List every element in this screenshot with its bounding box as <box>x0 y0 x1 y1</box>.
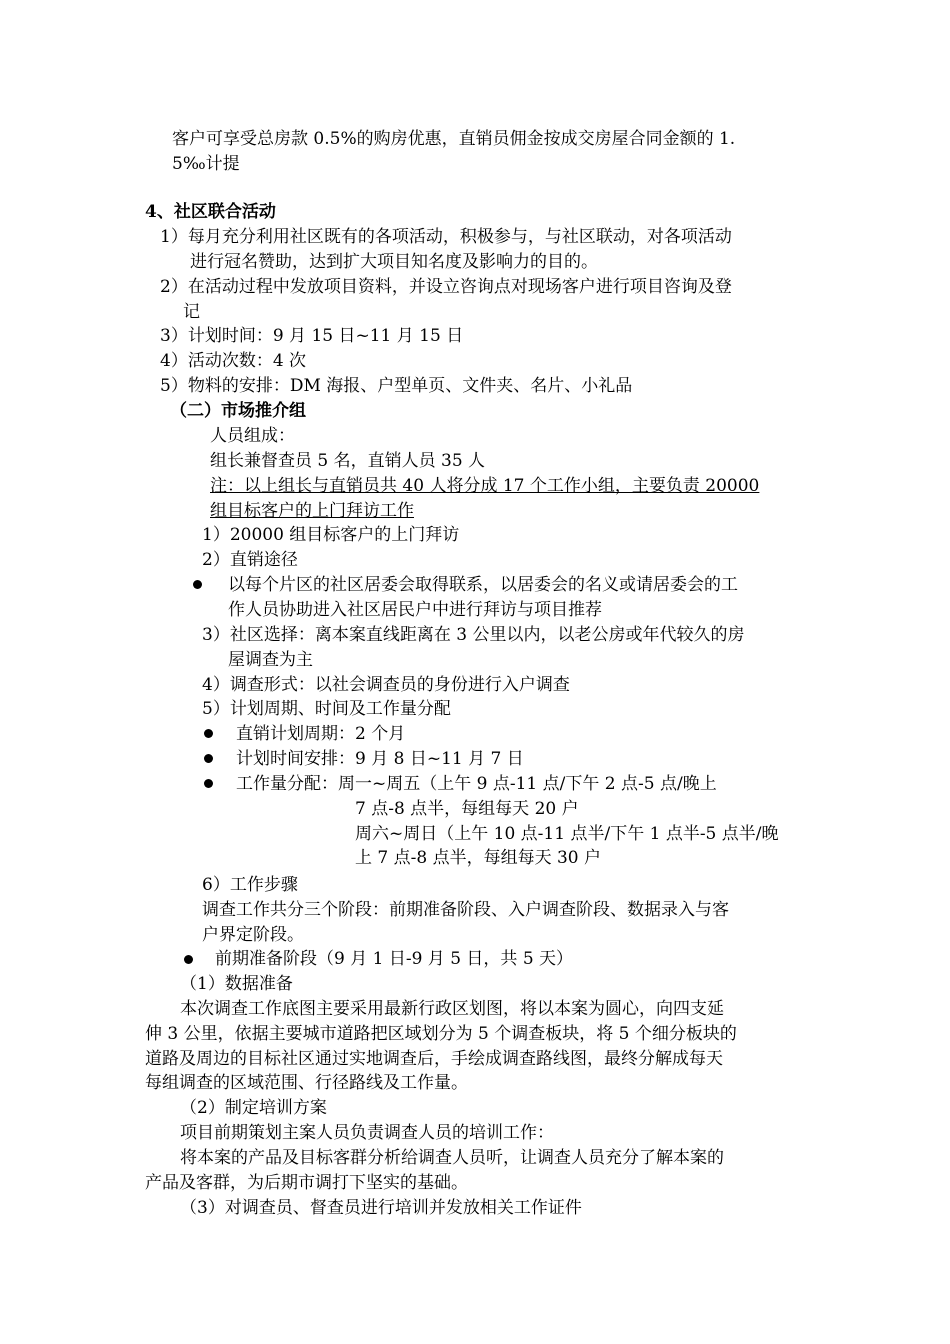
note-line-1: 注：以上组长与直销员共 40 人将分成 17 个工作小组，主要负责 20000 <box>210 476 760 496</box>
bullet-item-continuation: 7 点-8 点半，每组每天 20 户 <box>355 799 579 819</box>
section-heading: 4、社区联合活动 <box>145 202 276 222</box>
bullet-icon <box>184 955 193 964</box>
sub-heading: （3）对调查员、督查员进行培训并发放相关工作证件 <box>180 1198 582 1218</box>
bullet-item: 工作量分配：周一~周五（上午 9 点-11 点/下午 2 点-5 点/晚上 <box>236 774 717 794</box>
paragraph-line: 本次调查工作底图主要采用最新行政区划图，将以本案为圆心，向四支延 <box>180 999 724 1019</box>
bullet-icon <box>204 754 213 763</box>
intro-line-2: 5‰计提 <box>172 154 240 174</box>
list-item: 1）20000 组目标客户的上门拜访 <box>202 525 460 545</box>
intro-line-1: 客户可享受总房款 0.5%的购房优惠，直销员佣金按成交房屋合同金额的 1. <box>172 129 736 149</box>
list-item: 5）物料的安排：DM 海报、户型单页、文件夹、名片、小礼品 <box>160 376 633 396</box>
bullet-item: 计划时间安排：9 月 8 日~11 月 7 日 <box>236 749 524 769</box>
list-item: 1）每月充分利用社区既有的各项活动，积极参与，与社区联动，对各项活动 <box>160 227 732 247</box>
list-item: 2）直销途径 <box>202 550 298 570</box>
staff-label: 人员组成： <box>210 426 295 446</box>
bullet-item-continuation: 上 7 点-8 点半，每组每天 30 户 <box>355 848 602 868</box>
bullet-item-continuation: 作人员协助进入社区居民户中进行拜访与项目推荐 <box>228 600 602 620</box>
bullet-item: 以每个片区的社区居委会取得联系，以居委会的名义或请居委会的工 <box>228 575 738 595</box>
bullet-icon <box>204 729 213 738</box>
bullet-item: 直销计划周期：2 个月 <box>236 724 406 744</box>
paragraph-line: 产品及客群，为后期市调打下坚实的基础。 <box>145 1173 468 1193</box>
paragraph-line: 项目前期策划主案人员负责调查人员的培训工作： <box>180 1123 554 1143</box>
list-item: 4）活动次数：4 次 <box>160 351 307 371</box>
list-item: 3）社区选择：离本案直线距离在 3 公里以内，以老公房或年代较久的房 <box>202 625 745 645</box>
paragraph-line: 道路及周边的目标社区通过实地调查后，手绘成调查路线图，最终分解成每天 <box>145 1049 723 1069</box>
note-line-2: 组目标客户的上门拜访工作 <box>210 501 414 521</box>
list-item-continuation: 进行冠名赞助，达到扩大项目知名度及影响力的目的。 <box>190 252 598 272</box>
bullet-icon <box>193 580 202 589</box>
paragraph-line: 将本案的产品及目标客群分析给调查人员听，让调查人员充分了解本案的 <box>180 1148 724 1168</box>
paragraph-line: 调查工作共分三个阶段：前期准备阶段、入户调查阶段、数据录入与客 <box>202 900 729 920</box>
bullet-icon <box>204 779 213 788</box>
staff-detail: 组长兼督查员 5 名，直销人员 35 人 <box>210 451 486 471</box>
list-item: 2）在活动过程中发放项目资料，并设立咨询点对现场客户进行项目咨询及登 <box>160 277 732 297</box>
sub-heading: （1）数据准备 <box>180 974 293 994</box>
list-item: 3）计划时间：9 月 15 日~11 月 15 日 <box>160 326 464 346</box>
paragraph-line: 伸 3 公里，依据主要城市道路把区域划分为 5 个调查板块，将 5 个细分板块的 <box>145 1024 737 1044</box>
group-heading: （二）市场推介组 <box>170 401 306 421</box>
paragraph-line: 每组调查的区域范围、行径路线及工作量。 <box>145 1073 468 1093</box>
bullet-item-continuation: 周六~周日（上午 10 点-11 点半/下午 1 点半-5 点半/晚 <box>355 824 779 844</box>
list-item-continuation: 记 <box>183 302 200 322</box>
list-item: 5）计划周期、时间及工作量分配 <box>202 699 451 719</box>
bullet-item: 前期准备阶段（9 月 1 日-9 月 5 日，共 5 天） <box>215 949 574 969</box>
sub-heading: （2）制定培训方案 <box>180 1098 327 1118</box>
list-item: 4）调查形式：以社会调查员的身份进行入户调查 <box>202 675 570 695</box>
list-item-continuation: 屋调查为主 <box>228 650 313 670</box>
list-item: 6）工作步骤 <box>202 875 298 895</box>
paragraph-line: 户界定阶段。 <box>202 925 304 945</box>
